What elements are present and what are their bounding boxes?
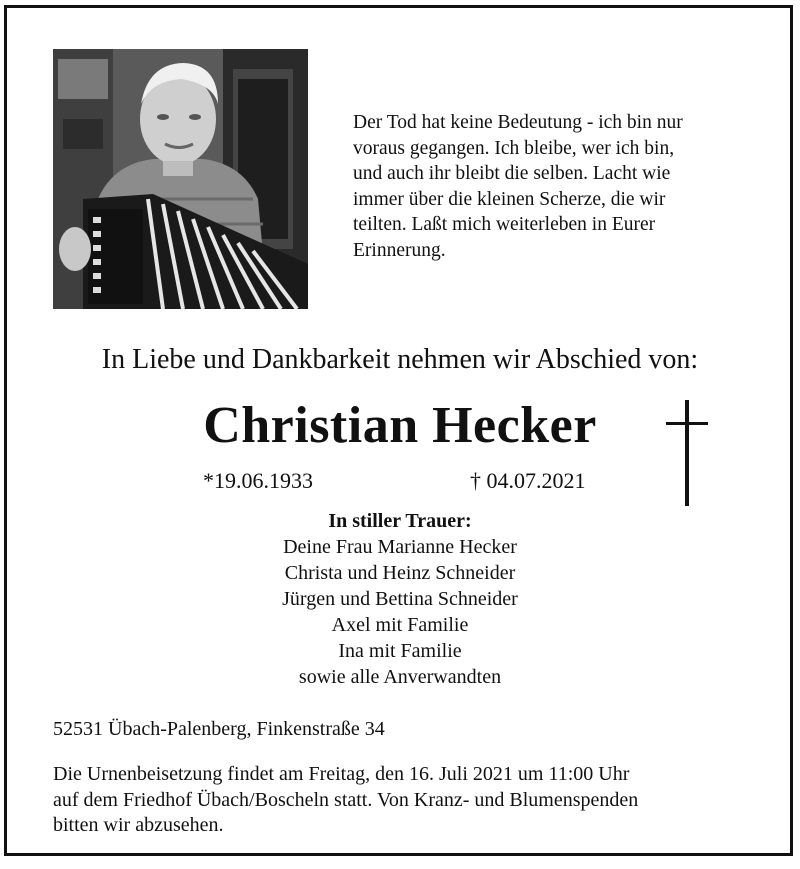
death-date: † 04.07.2021 [470,468,586,493]
notice-line: bitten wir abzusehen. [53,814,224,836]
cross-icon [664,400,712,513]
accordion-player-illustration [53,49,308,309]
poem-line: teilten. Laßt mich weiterleben in Eurer [353,214,656,235]
poem-line: Erinnerung. [353,239,446,261]
poem-quote [353,110,737,263]
mourner-line: Jürgen und Bettina Schneider [282,588,518,610]
funeral-notice [53,762,753,839]
poem-line: Der Tod hat keine Bedeutung - ich bin nur [353,112,683,133]
mourners-list [0,508,800,690]
family-address: 52531 Übach-Palenberg, Finkenstraße 34 [53,718,385,740]
mourner-line: Christa und Heinz Schneider [284,562,516,584]
portrait-photo [53,49,308,309]
mourner-line: Deine Frau Marianne Hecker [283,536,517,558]
poem-line: voraus gegangen. Ich bleibe, wer ich bin, [353,137,675,159]
mourner-line: Axel mit Familie [331,614,469,636]
notice-line: auf dem Friedhof Übach/Boscheln statt. Von Kranz- und Blumenspenden [53,788,639,811]
poem-line: immer über die kleinen Scherze, die wir [353,188,666,210]
mourners-heading: In stiller Trauer: [328,510,472,532]
poem-line: und auch ihr bleibt die selben. Lacht wie [353,163,671,184]
mourner-line: Ina mit Familie [338,640,462,662]
farewell-intro: In Liebe und Dankbarkeit nehmen wir Abschied von: [101,344,699,375]
deceased-name: Christian Hecker [203,397,597,454]
birth-date: *19.06.1933 [203,468,313,493]
notice-line: Die Urnenbeisetzung findet am Freitag, den 16. Juli 2021 um 11:00 Uhr [53,763,630,785]
mourner-line: sowie alle Anverwandten [298,666,502,688]
